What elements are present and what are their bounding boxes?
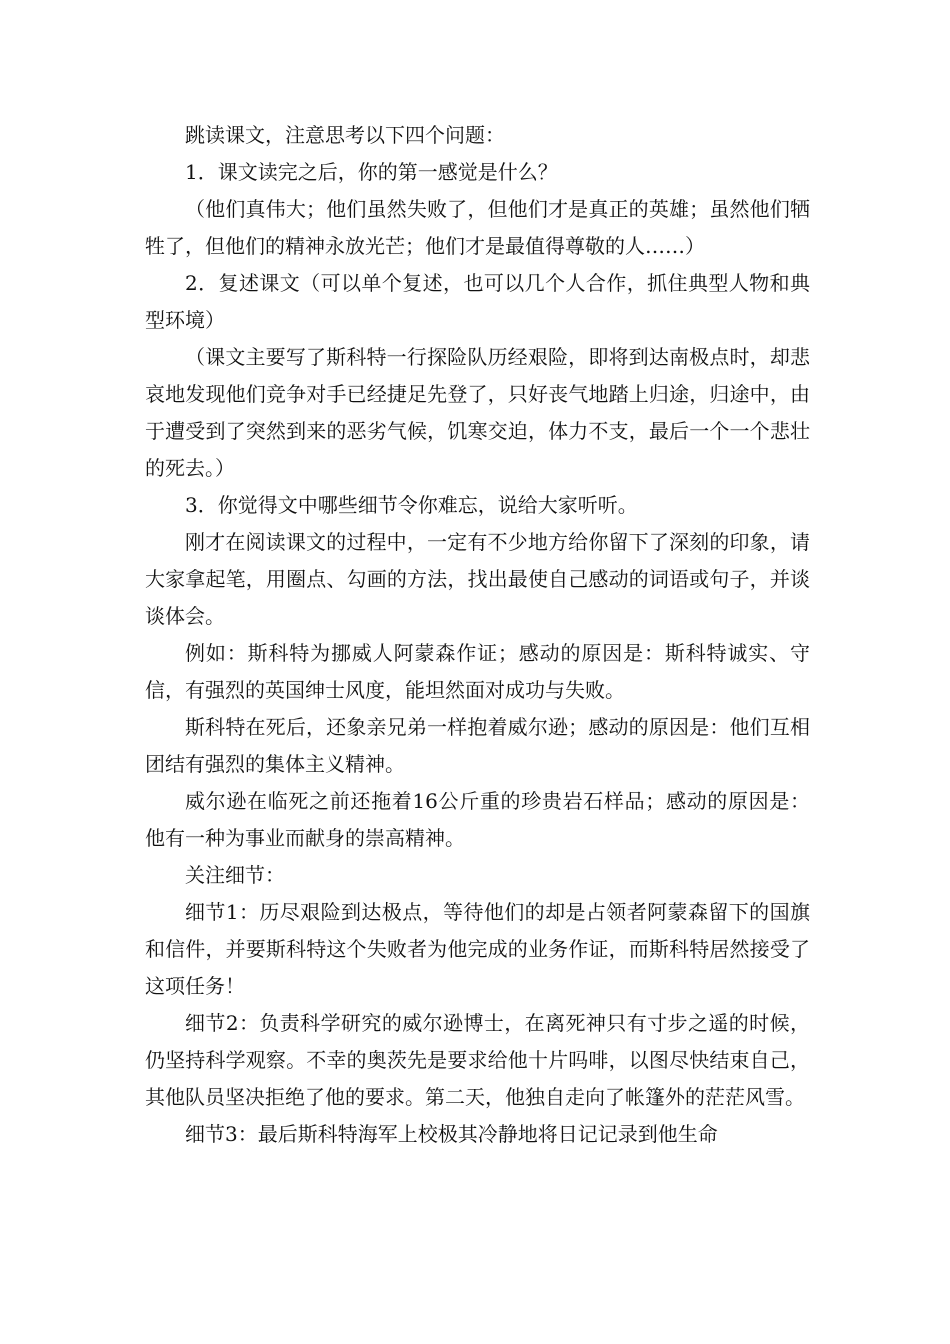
question-1: 1．课文读完之后，你的第一感觉是什么？: [185, 160, 558, 184]
reading-instruction: 刚才在阅读课文的过程中，一定有不少地方给你留下了深刻的印象，请大家拿起笔，用圈点、勾画的方法，找出最使自己感动的词语或句子，并谈谈体会。: [145, 530, 810, 628]
question-2: 2．复述课文（可以单个复述，也可以几个人合作，抓住典型人物和典型环境）: [145, 271, 810, 332]
detail-2: 细节2：负责科学研究的威尔逊博士，在离死神只有寸步之遥的时候，仍坚持科学观察。不幸的奥茨先是要求给他十片吗啡，以图尽快结束自己，其他队员坚决拒绝了他的要求。第二天，他独自走向了帐篷外的茫茫风雪。: [145, 1011, 810, 1109]
detail-1: 细节1：历尽艰险到达极点，等待他们的却是占领者阿蒙森留下的国旗和信件，并要斯科特这个失败者为他完成的业务作证，而斯科特居然接受了这项任务！: [145, 900, 810, 998]
details-heading: 关注细节：: [185, 863, 285, 887]
document-body: [145, 117, 810, 1153]
question-3: 3．你觉得文中哪些细节令你难忘，说给大家听听。: [185, 493, 638, 517]
example-3: 威尔逊在临死之前还拖着16公斤重的珍贵岩石样品；感动的原因是：他有一种为事业而献身的崇高精神。: [145, 789, 810, 850]
answer-2: （课文主要写了斯科特一行探险队历经艰险，即将到达南极点时，却悲哀地发现他们竞争对手已经捷足先登了，只好丧气地踏上归途，归途中，由于遭受到了突然到来的恶劣气候，饥寒交迫，体力不支，最后一个一个悲壮的死去。）: [145, 345, 810, 480]
example-2: 斯科特在死后，还象亲兄弟一样抱着威尔逊；感动的原因是：他们互相团结有强烈的集体主义精神。: [145, 715, 810, 776]
detail-3: 细节3：最后斯科特海军上校极其冷静地将日记记录到他生命: [185, 1122, 718, 1146]
answer-1: （他们真伟大；他们虽然失败了，但他们才是真正的英雄；虽然他们牺牲了，但他们的精神永放光芒；他们才是最值得尊敬的人……）: [145, 197, 810, 258]
example-1: 例如：斯科特为挪威人阿蒙森作证；感动的原因是：斯科特诚实、守信，有强烈的英国绅士风度，能坦然面对成功与失败。: [145, 641, 810, 702]
intro-instruction: 跳读课文，注意思考以下四个问题：: [185, 123, 505, 147]
